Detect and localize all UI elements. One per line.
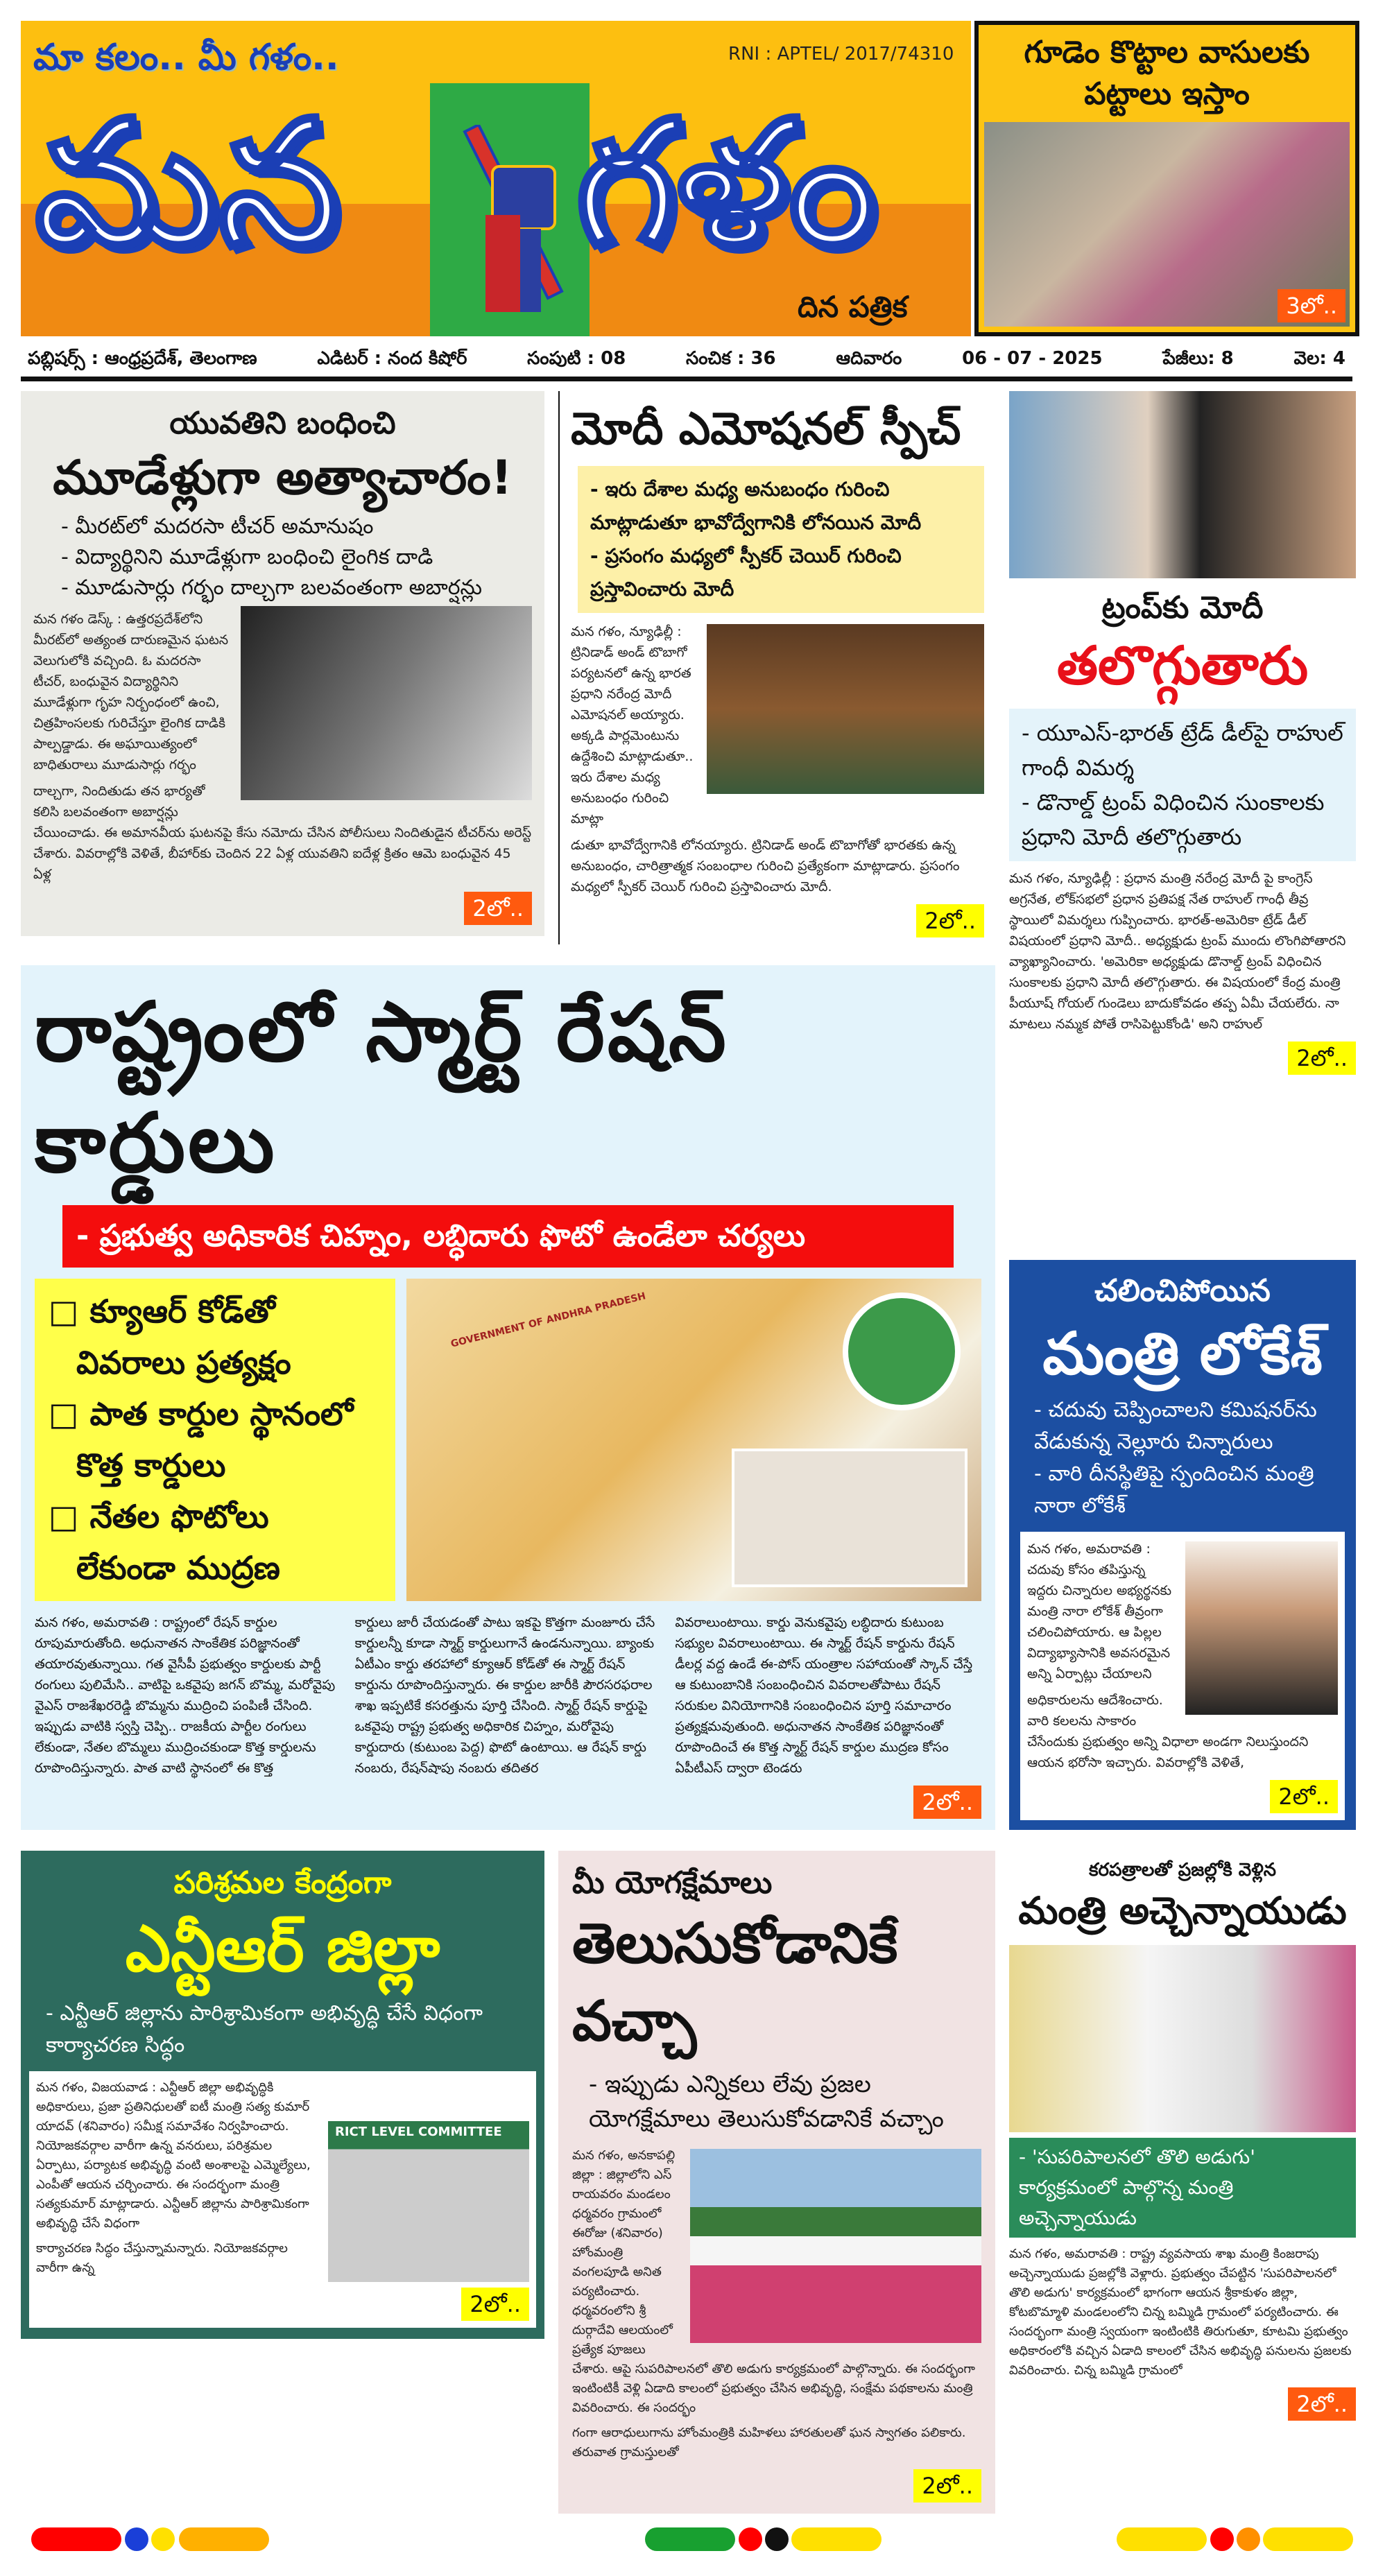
story-highlights [578, 466, 984, 613]
story-subheadline: - 'సుపరిపాలనలో తొలి అడుగు' కార్యక్రమంలో పాల్గొన్న మంత్రి అచ్చెన్నాయుడు [1009, 2138, 1356, 2238]
story-kicker: యువతిని బంధించి [169, 406, 396, 441]
minister-photo [328, 2081, 529, 2282]
footer-color-dot [1237, 2527, 1260, 2551]
story-bullet: - యూఎస్-భారత్ ట్రేడ్ డీల్‌పై రాహుల్ గాంధీ విమర్శ [1022, 720, 1343, 781]
footer-color-bar [791, 2527, 882, 2551]
story-subheadline: - ఇప్పుడు ఎన్నికలు లేవు ప్రజల యోగక్షేమాలు తెలుసుకోవడానికే వచ్చాం [589, 2071, 944, 2133]
page-content-grid [21, 391, 1359, 2514]
top-story-headline: గూడెం కొట్టాల వాసులకు పట్టాలు ఇస్తాం [1024, 35, 1310, 112]
story-headline: మోదీ ఎమోషనల్ స్పీచ్ [571, 404, 961, 455]
story-body-continued: డుతూ భావోద్వేగానికి లోనయ్యారు. ట్రినిడాడ్ అండ్ టొబాగోతో భారతకు ఉన్న అనుబంధం, చారిత్రాత్మక సంబంధాల గురించి ప్రత్యేకంగా మాట్లాడారు. ప్రసంగం మధ్యలో స్పీకర్ చెయిర్ గురించి ప్రస్తావించారు మోదీ. [571, 838, 960, 894]
story-bullet: - విద్యార్థినిని మూడేళ్లుగా బంధించి లైంగిక దాడి [61, 545, 433, 569]
story-body: మన గళం, అమరావతి : చదువు కోసం తపిస్తున్న ఇద్దరు చిన్నారుల అభ్యర్థనకు మంత్రి నారా లోకేశ్ తీవ్రంగా చలించిపోయారు. ఆ పిల్లల విద్యాభ్యాసానికి అవసరమైన అన్ని ఏర్పాట్లు చేయాలని [1027, 1541, 1172, 1682]
ribbon-cutting-photo [690, 2149, 981, 2343]
logo-title-right: గళం [576, 83, 877, 284]
footer-color-dot [125, 2527, 148, 2551]
top-story-box[interactable] [974, 21, 1359, 336]
story-bullet: - ప్రసంగం మధ్యలో స్పీకర్ చెయిర్ గురించి ప్రస్తావించారు మోదీ [590, 544, 902, 600]
story-body: మన గళం, అమరావతి : రాష్ట్రంలో రేషన్ కార్డుల రూపుమారుతోంది. అధునాతన సాంకేతిక పరిజ్ఞానంతో తయారవుతున్నాయి. గత వైసీపీ ప్రభుత్వం కార్డులకు పార్టీ రంగులు పులిమేసి.. వాటిపై ఒకవైపు జగన్ బొమ్మ, మరోవైపు వైఎస్ రాజశేఖరరెడ్డి బొమ్మను ముద్రించి పంపిణీ చేసింది. ఇప్పుడు వాటికి స్వస్తి చెప్పి.. రాజకీయ పార్టీల రంగులు లేకుండా, నేతల బొమ్మలు ముద్రించకుండా కొత్త కార్డులను రూపొందిస్తున్నారు. పాత వాటి స్థానంలో ఈ కొత్త [35, 1615, 336, 1776]
story-headline: మూడేళ్లుగా అత్యాచారం! [53, 451, 513, 505]
story-body: మన గళం, న్యూఢిల్లీ : ప్రధాన మంత్రి నరేంద్ర మోదీ పై కాంగ్రెస్ అగ్రనేత, లోక్‌సభలో ప్రధాన ప్రతిపక్ష నేత రాహుల్ గాంధీ తీవ్ర స్థాయిలో విమర్శలు గుప్పించారు. భారత్-అమెరికా ట్రేడ్ డీల్ విషయంలో ప్రధాని మోదీ.. అధ్యక్షుడు ట్రంప్ ముందు లొంగిపోతారని వ్యాఖ్యానించారు. 'అమెరికా అధ్యక్షుడు డొనాల్డ్ ట్రంప్ విధించిన సుంకాలకు ప్రధాని మోదీ తలొగ్గుతారు. ఈ విషయంలో కేంద్ర మంత్రి పీయూష్ గోయల్ గుండెలు బాదుకోవడం తప్ప ఏమీ చేయలేరు. నా మాటలు నమ్మక పోతే రాసిపెట్టుకోండి' అని రాహుల్ [1009, 871, 1346, 1032]
continued-badge[interactable]: 2లో.. [913, 2469, 981, 2502]
pages: పేజీలు: 8 [1162, 348, 1234, 369]
minister-photo [1009, 1945, 1356, 2132]
story-photo [241, 606, 532, 800]
rni-number: RNI : APTEL/ 2017/74310 [728, 44, 954, 64]
story-atchannaidu[interactable] [1009, 1851, 1356, 2421]
story-bullet: - ఇరు దేశాల మధ్య అనుబంధం గురించి మాట్లాడుతూ భావోద్వేగానికి లోనయిన మోదీ [590, 478, 922, 534]
story-highlights [1009, 709, 1356, 861]
story-headline: రాష్ట్రంలో స్మార్ట్ రేషన్ కార్డులు [35, 984, 729, 1191]
story-madrasa[interactable] [21, 391, 544, 936]
story-body-continued: దాల్చగా, నిందితుడు తన భార్యతో కలిసి బలవంతంగా అబార్షన్లు చేయించాడు. ఈ అమానవీయ ఘటనపై కేసు నమోదు చేసిన పోలీసులు నిందితుడైన టీచర్‌ను అరెస్ట్ చేశారు. వివరాల్లోకి వెళితే, బీహార్‌కు చెందిన 22 ఏళ్ల యువతిని ఐదేళ్ల క్రితం ఆమె బంధువైన 45 ఏళ్ల [33, 784, 532, 882]
logo-title-left: మన [35, 83, 340, 284]
key-point: లేకుండా ముద్రణ [76, 1549, 280, 1587]
masthead-subtitle: దిన పత్రిక [798, 290, 908, 324]
story-headline: మంత్రి అచ్చెన్నాయుడు [1018, 1889, 1347, 1933]
story-home-minister[interactable] [558, 1851, 995, 2514]
key-point: □ పాత కార్డుల స్థానంలో [49, 1395, 354, 1433]
footer-color-dot [765, 2527, 789, 2551]
footer-color-bar [31, 2527, 121, 2551]
modi-rahul-photo [1009, 391, 1356, 578]
continued-badge[interactable]: 2లో.. [1288, 2387, 1356, 2421]
card-in-hand-photo [732, 1449, 968, 1587]
story-bullet: - మూడుసార్లు గర్భం దాల్చగా బలవంతంగా అబార్షన్లు [61, 576, 482, 600]
issue: సంచిక : 36 [686, 348, 776, 369]
story-ntr-district[interactable] [21, 1851, 544, 2339]
weekday: ఆదివారం [836, 348, 902, 369]
story-bullet: - వారి దీనస్థితిపై స్పందించిన మంత్రి నారా లోకేశ్ [1034, 1462, 1314, 1518]
continued-badge[interactable]: 2లో.. [913, 1786, 981, 1819]
story-bullet: - డొనాల్డ్ ట్రంప్ విధించిన సుంకాలకు ప్రధాని మోదీ తలొగ్గుతారు [1022, 789, 1325, 850]
page-header [21, 21, 1359, 336]
footer-color-bar [645, 2527, 735, 2551]
publisher: పబ్లిషర్స్ : ఆంధ్రప్రదేశ్, తెలంగాణ [28, 348, 257, 369]
volume: సంపుటి : 08 [527, 348, 626, 369]
story-body: కార్డులు జారీ చేయడంతో పాటు ఇకపై కొత్తగా మంజూరు చేసే కార్డులన్నీ కూడా స్మార్ట్ కార్డులుగానే ఉండనున్నాయి. బ్యాంకు ఏటీఎం కార్డు తరహాలో క్యూఆర్ కోడ్‌తో ఈ స్మార్ట్ రేషన్ కార్డును రూపొందిస్తున్నారు. ఈ కార్డుల జారీకి పౌరసరఫరాల శాఖ ఇప్పటికే కసరత్తును పూర్తి చేసింది. స్మార్ట్ రేషన్ కార్డుపై ఒకవైపు రాష్ట్ర ప్రభుత్వ అధికారిక చిహ్నం, మరోవైపు కార్డుదారు (కుటుంబ పెద్ద) ఫొటో ఉంటాయి. ఆ రేషన్ కార్డు నంబరు, రేషన్‌షాపు నంబరు తదితర [354, 1615, 655, 1776]
story-bullet: - చదువు చెప్పించాలని కమిషనర్‌ను వేడుకున్న నెల్లూరు చిన్నారులు [1034, 1398, 1317, 1454]
story-modi-speech[interactable] [558, 391, 995, 944]
footer-color-bar [179, 2527, 269, 2551]
footer-color-bar [1263, 2527, 1353, 2551]
story-headline: ఎన్టీఆర్ జిల్లా [125, 1912, 440, 1986]
story-ration-cards[interactable] [21, 965, 995, 1830]
story-body: మన గళం డెస్క్ : ఉత్తరప్రదేశ్‌లోని మీరట్‌లో అత్యంత దారుణమైన ఘటన వెలుగులోకి వచ్చింది. ఓ మదరసా టీచర్, బంధువైన విద్యార్థినిని మూడేళ్లుగా గృహ నిర్బంధంలో ఉంచి, చిత్రహింసలకు గురిచేస్తూ లైంగిక దాడికి పాల్పడ్డాడు. ఈ అఘాయిత్యంలో బాధితురాలు మూడుసార్లు గర్భం [33, 612, 229, 772]
story-body-box [29, 2071, 536, 2328]
banner-caption: RICT LEVEL COMMITTEE [335, 2125, 502, 2139]
editor: ఎడిటర్ : నంద కిషోర్ [317, 348, 467, 369]
story-body: మన గళం, అనకాపల్లి జిల్లా : జిల్లాలోని ఎస్ రాయవరం మండలం ధర్మవరం గ్రామంలో ఈరోజు (శనివారం) హోంమంత్రి వంగలపూడి అనిత పర్యటించారు. ధర్మవరంలోని శ్రీ దుర్గాదేవి ఆలయంలో ప్రత్యేక పూజలు చేశారు. ఆపై సుపరిపాలనలో తొలి అడుగు కార్యక్రమంలో పాల్గొన్నారు. ఈ సందర్భంగా ఇంటింటికీ వెళ్లి ఏడాది కాలంలో ప్రభుత్వం చేసిన అభివృద్ధి, సంక్షేమ పథకాలను మంత్రి వివరించారు. ఈ సందర్భం [572, 2148, 975, 2415]
key-point: వివరాలు ప్రత్యక్షం [76, 1344, 291, 1381]
story-body-columns [35, 1612, 981, 1779]
key-point: □ నేతల ఫొటోలు [49, 1498, 269, 1535]
key-point: కొత్త కార్డులు [76, 1446, 226, 1484]
masthead [21, 21, 971, 336]
story-kicker: చలించిపోయిన [1094, 1273, 1271, 1308]
story-body-continued: అధికారులను ఆదేశించారు. వారి కలలను సాకారం చేసేందుకు ప్రభుత్వం అన్ని విధాలా అండగా నిలుస్తుందని ఆయన భరోసా ఇచ్చారు. వివరాల్లోకి వెళితే, [1027, 1693, 1309, 1770]
story-key-points [35, 1279, 395, 1601]
date: 06 - 07 - 2025 [962, 348, 1103, 369]
crowd-photo [984, 122, 1350, 327]
story-kicker: పరిశ్రమల కేంద్రంగా [173, 1865, 392, 1901]
continued-badge[interactable]: 2లో.. [1288, 1041, 1356, 1075]
lokesh-photo [1185, 1541, 1338, 1715]
ration-card-photo [406, 1279, 981, 1601]
continued-badge[interactable]: 2లో.. [461, 2288, 529, 2321]
story-bullet: - మీరట్‌లో మదరసా టీచర్ అమానుషం [61, 515, 374, 539]
story-kicker: మీ యోగక్షేమాలు [572, 1865, 773, 1901]
fist-pen-icon [458, 125, 569, 312]
story-trump-modi[interactable] [1009, 391, 1356, 1075]
footer-color-dot [151, 2527, 175, 2551]
story-body: మన గళం, విజయవాడ : ఎన్టీఆర్ జిల్లా అభివృద్ధికి అధికారులు, ప్రజా ప్రతినిధులతో ఐటీ మంత్రి సత్య కుమార్ యాదవ్ (శనివారం) సమీక్ష సమావేశం నిర్వహించారు. నియోజకవర్గాల వారీగా ఉన్న వనరులు, పరిశ్రమల ఏర్పాటు, పర్యాటక అభివృద్ధి వంటి అంశాలపై ఎమ్మెల్యేలు, ఎంపీతో ఆయన చర్చించారు. ఈ సందర్భంగా మంత్రి సత్యకుమార్ మాట్లాడారు. ఎన్టీఆర్ జిల్లాను పారిశ్రామికంగా అభివృద్ధి చేసే విధంగా [36, 2080, 311, 2231]
story-body-continued: కార్యాచరణ సిద్ధం చేస్తున్నామన్నారు. నియోజకవర్గాల వారీగా ఉన్న [36, 2241, 288, 2275]
price: వెల: 4 [1293, 348, 1345, 369]
story-body: మన గళం, న్యూఢిల్లీ : ట్రినిడాడ్ అండ్ టొబాగో పర్యటనలో ఉన్న భారత ప్రధాని నరేంద్ర మోదీ ఎమోషనల్ అయ్యారు. అక్కడి పార్లమెంటును ఉద్దేశించి మాట్లాడుతూ.. ఇరు దేశాల మధ్య అనుబంధం గురించి మాట్లా [571, 624, 694, 827]
story-headline: మంత్రి లోకేశ్ [1042, 1320, 1323, 1388]
story-lokesh[interactable] [1009, 1260, 1356, 1830]
story-headline: తలొగ్గుతారు [1056, 634, 1309, 696]
parliament-photo [707, 624, 984, 794]
footer [21, 2527, 1359, 2555]
masthead-tagline: మా కలం.. మీ గళం.. [33, 37, 339, 78]
continued-badge[interactable]: 2లో.. [1270, 1780, 1338, 1813]
story-kicker: ట్రంప్‌కు మోదీ [1101, 590, 1264, 625]
story-subheadline: - ప్రభుత్వ అధికారిక చిహ్నం, లబ్ధిదారు ఫొటో ఉండేలా చర్యలు [62, 1205, 954, 1268]
issue-info-row [21, 342, 1352, 381]
story-headline: తెలుసుకోడానికే వచ్చా [572, 1911, 898, 2053]
card-caption: GOVERNMENT OF ANDHRA PRADESH [449, 1290, 647, 1350]
story-kicker: కరపత్రాలతో ప్రజల్లోకి వెళ్లిన [1088, 1860, 1277, 1881]
continued-badge[interactable]: 2లో.. [916, 904, 984, 937]
story-body: మన గళం, అమరావతి : రాష్ట్ర వ్యవసాయ శాఖ మంత్రి కింజరాపు అచ్చెన్నాయుడు ప్రజల్లోకి వెళ్లారు. ప్రభుత్వం చేపట్టిన 'సుపరిపాలనలో తొలి అడుగు' కార్యక్రమంలో భాగంగా ఆయన శ్రీకాకుళం జిల్లా, కోటబొమ్మాళి మండలంలోని చిన్న బమ్మిడి గ్రామంలో పర్యటించారు. ఈ సందర్భంగా మంత్రి స్వయంగా ఇంటింటికి తిరుగుతూ, కూటమి ప్రభుత్వం అధికారంలోకి వచ్చిన ఏడాది కాలంలో చేసిన అభివృద్ధి పనులను ప్రజలకు వివరించారు. చిన్న బమ్మిడి గ్రామంలో [1009, 2247, 1352, 2378]
story-body: వివరాలుంటాయి. కార్డు వెనుకవైపు లబ్ధిదారు కుటుంబ సభ్యుల వివరాలుంటాయి. ఈ స్మార్ట్ రేషన్ కార్డును రేషన్ డీలర్ల వద్ద ఉండే ఈ-పోస్ యంత్రాల సహాయంతో స్కాన్ చేస్తే ఆ కుటుంబానికి సంబంధించిన వివరాలతోపాటు రేషన్ సరుకుల వినియోగానికి సంబంధించిన పూర్తి సమాచారం ప్రత్యక్షమవుతుంది. అధునాతన సాంకేతిక పరిజ్ఞానంతో రూపొందించే ఈ కొత్త స్మార్ట్ రేషన్ కార్డుల ముద్రణ కోసం ఏపీటీఎస్ ద్వారా టెండరు [675, 1615, 973, 1776]
story-body-box [1020, 1532, 1345, 1820]
continued-badge[interactable]: 2లో.. [464, 892, 532, 925]
footer-color-dot [1210, 2527, 1234, 2551]
footer-color-dot [739, 2527, 762, 2551]
ap-emblem-icon [843, 1293, 961, 1410]
continued-badge[interactable]: 3లో.. [1278, 289, 1345, 322]
key-point: □ క్యూఆర్ కోడ్‌తో [49, 1293, 275, 1330]
footer-color-bar [1117, 2527, 1207, 2551]
story-body-continued: గంగా ఆరాధులుగాను హోంమంత్రికి మహిళలు హారతులతో ఘన స్వాగతం పలికారు. తరువాత గ్రామస్తులతో [572, 2426, 966, 2460]
story-subheadline: - ఎన్టీఆర్ జిల్లాను పారిశ్రామికంగా అభివృద్ధి చేసే విధంగా కార్యాచరణ సిద్ధం [46, 2001, 483, 2057]
